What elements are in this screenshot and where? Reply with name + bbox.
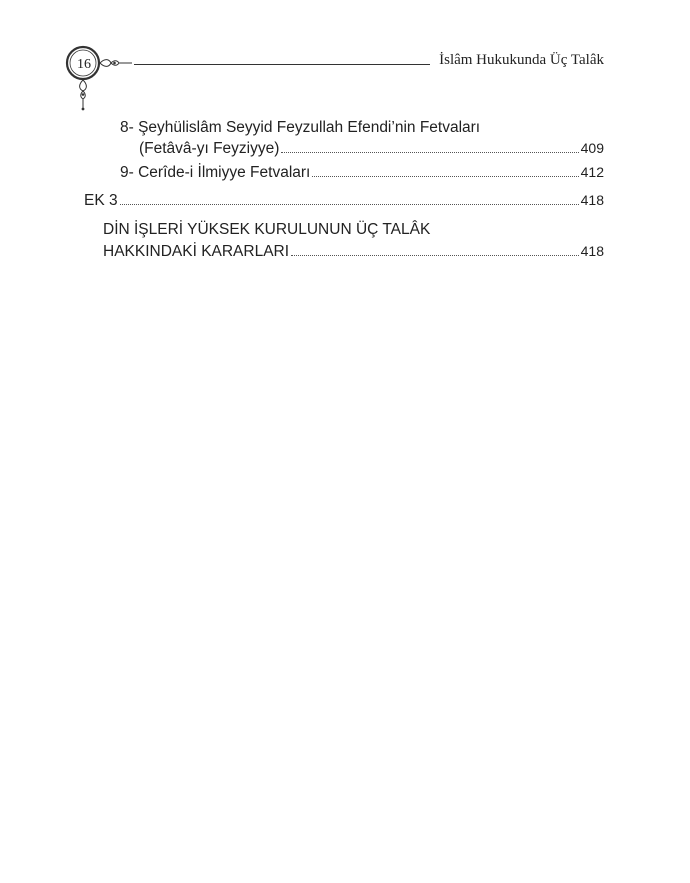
- dot-leader: [291, 255, 579, 256]
- toc-ek3-title: EK 3: [84, 192, 118, 209]
- dot-leader: [312, 176, 578, 177]
- toc-item-8-page: 409: [580, 140, 604, 156]
- toc-item-9-title: 9- Cerîde-i İlmiyye Fetvaları: [120, 164, 311, 181]
- toc-item-9: [120, 162, 604, 183]
- page-number: 16: [77, 57, 91, 72]
- running-title: İslâm Hukukunda Üç Talâk: [439, 52, 604, 68]
- toc-ek3-heading-line2: [103, 241, 604, 262]
- toc-ek3-page: 418: [580, 192, 604, 208]
- dot-leader: [281, 152, 578, 153]
- toc-ek3-heading-page: 418: [580, 243, 604, 259]
- toc-item-8-subtitle: (Fetâvâ-yı Feyziyye): [139, 140, 280, 157]
- page-number-ornament-icon: [62, 42, 136, 114]
- toc-item-9-page: 412: [580, 164, 604, 180]
- toc-ek3: [84, 190, 604, 211]
- header-rule: [134, 64, 430, 65]
- toc-ek3-heading-line1: DİN İŞLERİ YÜKSEK KURULUNUN ÜÇ TALÂK: [103, 221, 431, 238]
- dot-leader: [120, 204, 579, 205]
- toc-item-8-line2: [139, 138, 604, 159]
- toc-item-8-line1: 8- Şeyhülislâm Seyyid Feyzullah Efendi’nin Fetvaları: [120, 119, 481, 136]
- toc-ek3-heading-text: HAKKINDAKİ KARARLARI: [103, 243, 290, 260]
